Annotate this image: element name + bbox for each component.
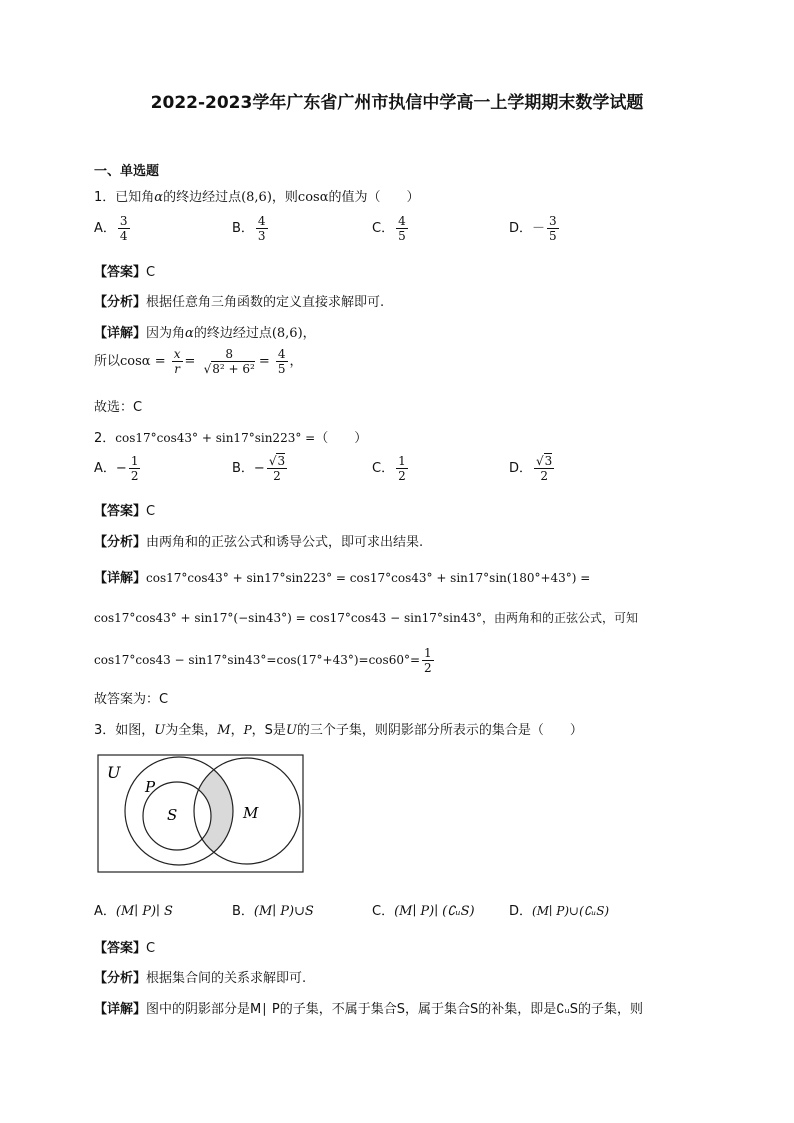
q2-detail-line-3: cos17°cos43 − sin17°sin43°=cos(17°+43°)=cos60°= $\frac{1}{2}$: [94, 646, 432, 675]
q3-option-d: D．(M∣ P)∪(∁ᵤS): [509, 904, 610, 919]
q2-analysis: 【分析】由两角和的正弦公式和诱导公式，即可求出结果.: [94, 535, 424, 550]
q1-option-a: A． $\frac{3}{4}$: [94, 214, 128, 243]
q1-option-d: D．－ $\frac{3}{5}$: [509, 214, 557, 243]
q1-detail: 【详解】因为角α的终边经过点(8,6)，: [94, 326, 316, 341]
venn-diagram: [97, 754, 305, 874]
q1-final: 故选：C: [94, 400, 143, 415]
document-title: 2022-2023学年广东省广州市执信中学高一上学期期末数学试题: [150, 93, 644, 113]
q1-stem: 1．已知角α的终边经过点(8,6)，则cosα的值为（ ）: [94, 190, 420, 205]
q1-analysis: 【分析】根据任意角三角函数的定义直接求解即可.: [94, 295, 385, 310]
q2-stem: 2．cos17°cos43° + sin17°sin223° =（ ）: [94, 431, 368, 446]
q3-stem: 3．如图，U为全集，M，P，S是U的三个子集，则阴影部分所表示的集合是（ ）: [94, 723, 583, 738]
q2-final: 故答案为：C: [94, 692, 169, 707]
q1-calculation: 所以cosα = $\frac{x}{r}$ = $\frac{8}{\text{√8² + 6²}}$ = $\frac{4}{5}$ ，: [94, 347, 303, 376]
label-m: M: [243, 804, 259, 822]
q3-detail: 【详解】图中的阴影部分是M∣ P的子集，不属于集合S，属于集合S的补集，即是∁ᵤS的子集，则: [94, 1002, 643, 1017]
q2-detail-line-1: 【详解】cos17°cos43° + sin17°sin223° = cos17°cos43° + sin17°sin(180°+43°) =: [94, 571, 591, 586]
q3-option-b: B．(M∣ P)∪S: [232, 904, 314, 919]
label-s: S: [167, 806, 178, 824]
q2-option-d: D． $\frac{√3}{2}$: [509, 454, 553, 483]
q2-detail-line-2: cos17°cos43° + sin17°(−sin43°) = cos17°cos43 − sin17°sin43°，由两角和的正弦公式，可知: [94, 611, 638, 625]
q1-answer: 【答案】C: [94, 265, 156, 280]
q3-analysis: 【分析】根据集合间的关系求解即可.: [94, 971, 307, 986]
section-heading: 一、单选题: [94, 164, 160, 179]
label-u: U: [107, 763, 121, 782]
q2-answer: 【答案】C: [94, 504, 156, 519]
q3-option-c: C．(M∣ P)∣ (∁ᵤS): [372, 904, 475, 919]
q1-option-b: B． $\frac{4}{3}$: [232, 214, 266, 243]
label-p: P: [145, 778, 156, 796]
q2-option-a: A．− $\frac{1}{2}$: [94, 454, 139, 483]
q3-option-a: A．(M∣ P)∣ S: [94, 904, 173, 919]
q2-option-c: C． $\frac{1}{2}$: [372, 454, 406, 483]
q1-option-c: C． $\frac{4}{5}$: [372, 214, 406, 243]
q2-option-b: B．− $\frac{√3}{2}$: [232, 454, 286, 483]
q3-answer: 【答案】C: [94, 941, 156, 956]
